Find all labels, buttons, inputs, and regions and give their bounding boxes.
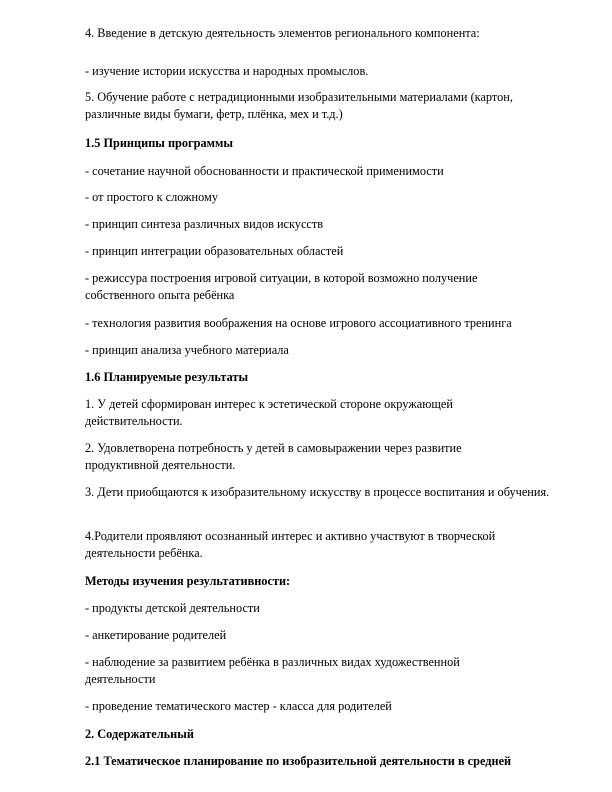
list-item-principle-5: - режиссура построения игровой ситуации, в которой возможно получение собственного опыта ребёнка [85,271,478,302]
list-item-history-of-art: - изучение истории искусства и народных промыслов. [85,64,369,78]
result-item-3: 3. Дети приобщаются к изобразительному искусству в процессе воспитания и обучения. [85,485,550,499]
section-heading-2-1: 2.1 Тематическое планирование по изобразительной деятельности в средней [85,754,512,768]
list-item-principle-4: - принцип интеграции образовательных областей [85,244,344,258]
section-heading-2: 2. Содержательный [85,727,194,741]
result-item-1: 1. У детей сформирован интерес к эстетической стороне окружающей действительности. [85,397,453,428]
result-item-4: 4.Родители проявляют осознанный интерес и активно участвуют в творческой деятельности ребёнка. [85,529,496,560]
section-heading-1-5: 1.5 Принципы программы [85,136,233,150]
method-item-3: - наблюдение за развитием ребёнка в различных видах художественной деятельности [85,655,460,686]
list-item-principle-6: - технология развития воображения на основе игрового ассоциативного тренинга [85,316,512,330]
method-item-1: - продукты детской деятельности [85,601,260,615]
paragraph-item-4: 4. Введение в детскую деятельность элементов регионального компонента: [85,26,480,40]
result-item-2: 2. Удовлетворена потребность у детей в самовыражении через развитие продуктивной деятельности. [85,441,462,472]
list-item-principle-7: - принцип анализа учебного материала [85,343,289,357]
method-item-2: - анкетирование родителей [85,628,227,642]
method-item-4: - проведение тематического мастер - класса для родителей [85,699,392,713]
paragraph-item-5: 5. Обучение работе с нетрадиционными изобразительными материалами (картон, различные виды бумаги, фетр, плёнка, мех и т.д.) [85,90,513,121]
list-item-principle-1: - сочетание научной обоснованности и практической применимости [85,164,444,178]
methods-heading: Методы изучения результативности: [85,574,291,588]
list-item-principle-2: - от простого к сложному [85,190,218,204]
section-heading-1-6: 1.6 Планируемые результаты [85,370,249,384]
list-item-principle-3: - принцип синтеза различных видов искусств [85,217,324,231]
